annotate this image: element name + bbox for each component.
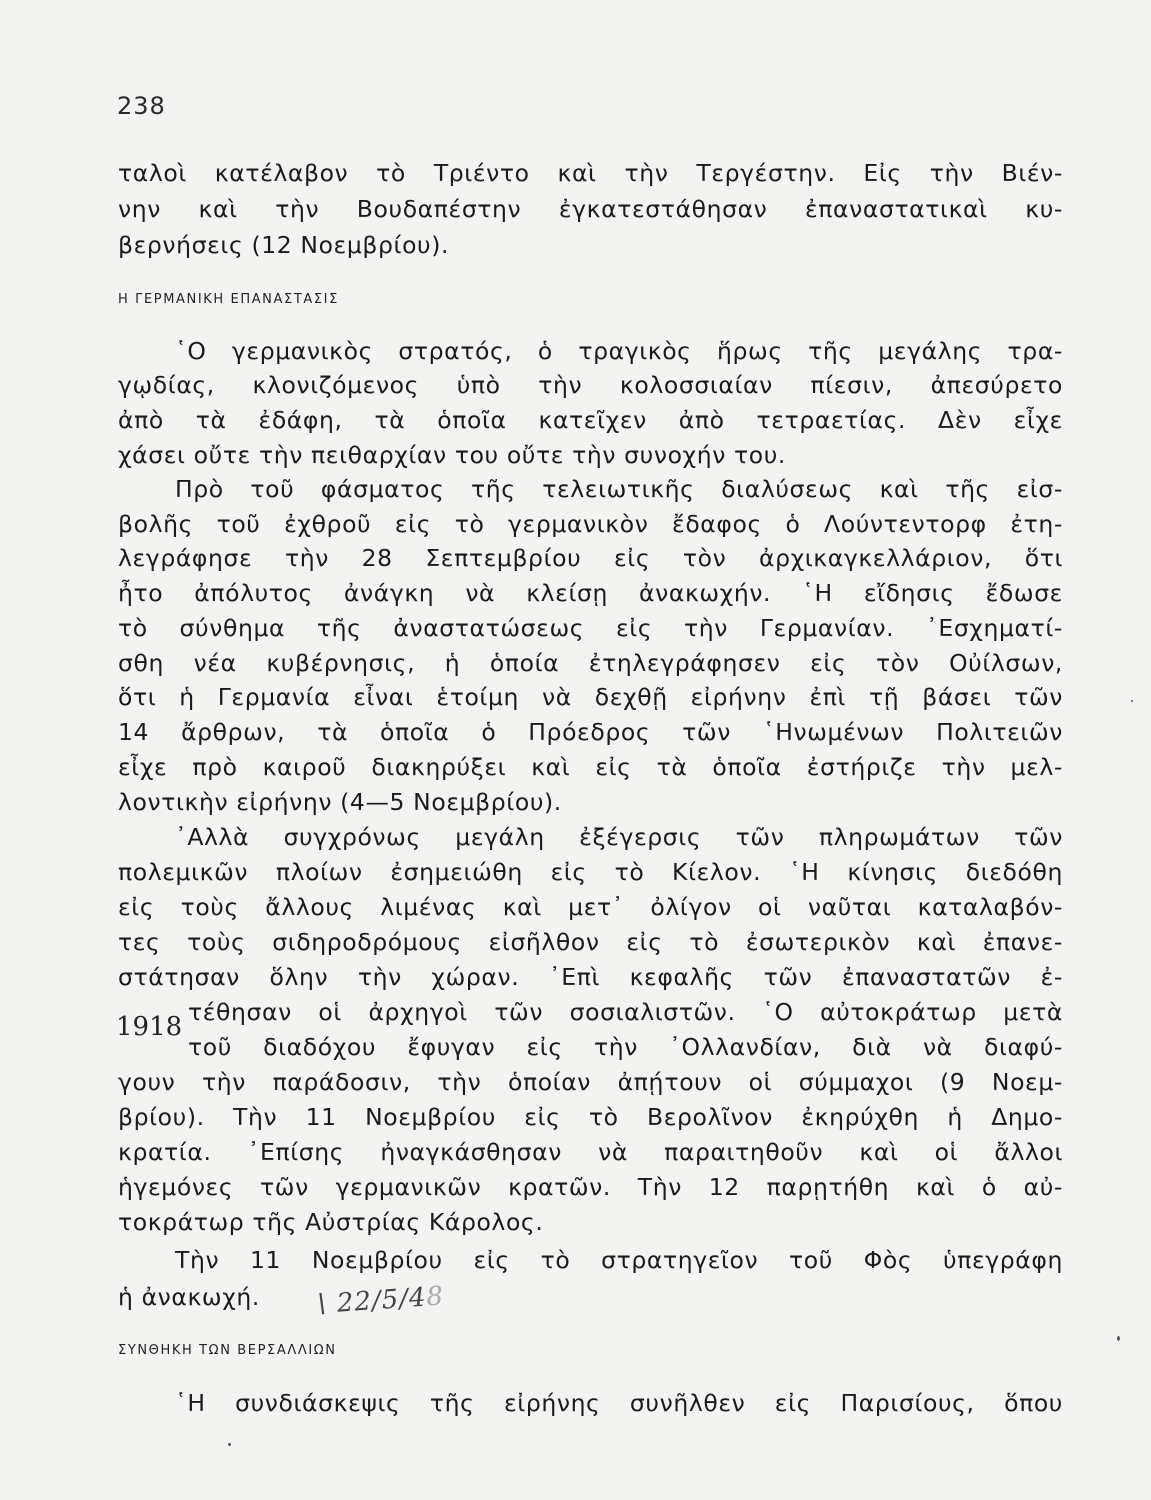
text-line: λεγράφησε τὴν 28 Σεπτεμβρίου εἰς τὸν ἀρχικαγκελλάριον, ὅτι	[118, 544, 1063, 572]
handwritten-note-date: ∖ 22/5/4	[309, 1282, 428, 1321]
text-line: τέθησαν οἱ ἀρχηγοὶ τῶν σοσιαλιστῶν. ῾Ο αὐτοκράτωρ μετὰ	[188, 998, 1063, 1026]
section-heading: Η ΓΕΡΜΑΝΙΚΗ ΕΠΑΝΑΣΤΑΣΙΣ	[118, 292, 339, 307]
text-line: χάσει οὔτε τὴν πειθαρχίαν του οὔτε τὴν συνοχήν του.	[118, 441, 787, 469]
page-number: 238	[117, 92, 166, 120]
text-line: ἀπὸ τὰ ἐδάφη, τὰ ὁποῖα κατεῖχεν ἀπὸ τετραετίας. Δὲν εἶχε	[118, 406, 1063, 434]
text-line: ὅτι ἡ Γερμανία εἶναι ἑτοίμη νὰ δεχθῇ εἰρήνην ἐπὶ τῇ βάσει τῶν	[118, 683, 1063, 711]
text-line: εἰς τοὺς ἄλλους λιμένας καὶ μετ᾽ ὀλίγον οἱ ναῦται καταλαβόν-	[118, 893, 1063, 921]
handwritten-note-faint: 8	[425, 1281, 445, 1313]
text-line: ἡγεμόνες τῶν γερμανικῶν κρατῶν. Τὴν 12 παρῃτήθη καὶ ὁ αὐ-	[118, 1173, 1063, 1201]
text-line: γουν τὴν παράδοσιν, τὴν ὁποίαν ἀπῄτουν οἱ σύμμαχοι (9 Νοεμ-	[118, 1068, 1063, 1096]
text-line: ἡ ἀνακωχή.	[118, 1283, 260, 1311]
margin-year: 1918	[116, 1012, 183, 1042]
text-line: ταλοὶ κατέλαβον τὸ Τριέντο καὶ τὴν Τεργέστην. Εἰς τὴν Βιέν-	[118, 159, 1063, 187]
text-line: τοκράτωρ τῆς Αὐστρίας Κάρολος.	[118, 1208, 544, 1236]
text-line: νην καὶ τὴν Βουδαπέστην ἐγκατεστάθησαν ἐπαναστατικαὶ κυ-	[118, 195, 1063, 223]
text-line: ᾽Αλλὰ συγχρόνως μεγάλη ἐξέγερσις τῶν πληρωμάτων τῶν	[175, 823, 1063, 851]
scan-speck	[1117, 1336, 1120, 1341]
text-line: τες τοὺς σιδηροδρόμους εἰσῆλθον εἰς τὸ ἐσωτερικὸν καὶ ἐπανε-	[118, 928, 1063, 956]
text-line: σθη νέα κυβέρνησις, ἡ ὁποία ἐτηλεγράφησεν εἰς τὸν Οὐίλσων,	[118, 649, 1063, 677]
text-line: Πρὸ τοῦ φάσματος τῆς τελειωτικῆς διαλύσεως καὶ τῆς εἰσ-	[175, 475, 1063, 503]
text-line: εἶχε πρὸ καιροῦ διακηρύξει καὶ εἰς τὰ ὁποῖα ἐστήριζε τὴν μελ-	[118, 753, 1063, 781]
scan-speck	[1131, 700, 1133, 702]
text-line: ῾Η συνδιάσκεψις τῆς εἰρήνης συνῆλθεν εἰς Παρισίους, ὅπου	[175, 1389, 1063, 1417]
text-line: βρίου). Τὴν 11 Νοεμβρίου εἰς τὸ Βερολῖνον ἐκηρύχθη ἡ Δημο-	[118, 1103, 1063, 1131]
text-line: 14 ἄρθρων, τὰ ὁποῖα ὁ Πρόεδρος τῶν ῾Ηνωμένων Πολιτειῶν	[118, 718, 1063, 746]
text-line: Τὴν 11 Νοεμβρίου εἰς τὸ στρατηγεῖον τοῦ Φὸς ὑπεγράφη	[175, 1246, 1063, 1274]
scan-speck	[228, 1443, 231, 1446]
section-heading: ΣΥΝΘΗΚΗ ΤΩΝ ΒΕΡΣΑΛΛΙΩΝ	[118, 1343, 337, 1358]
text-line: ἦτο ἀπόλυτος ἀνάγκη νὰ κλείσῃ ἀνακωχήν. ῾Η εἴδησις ἔδωσε	[118, 579, 1063, 607]
text-line: τὸ σύνθημα τῆς ἀναστατώσεως εἰς τὴν Γερμανίαν. ᾽Εσχηματί-	[118, 614, 1063, 642]
text-line: τοῦ διαδόχου ἔφυγαν εἰς τὴν ᾽Ολλανδίαν, διὰ νὰ διαφύ-	[188, 1033, 1063, 1061]
text-line: βολῆς τοῦ ἐχθροῦ εἰς τὸ γερμανικὸν ἔδαφος ὁ Λούντεντορφ ἐτη-	[118, 510, 1063, 538]
text-line: κρατία. ᾽Επίσης ἠναγκάσθησαν νὰ παραιτηθοῦν καὶ οἱ ἄλλοι	[118, 1138, 1063, 1166]
text-line: πολεμικῶν πλοίων ἐσημειώθη εἰς τὸ Κίελον. ῾Η κίνησις διεδόθη	[118, 858, 1063, 886]
text-line: βερνήσεις (12 Νοεμβρίου).	[118, 231, 450, 259]
text-line: ῾Ο γερμανικὸς στρατός, ὁ τραγικὸς ἥρως τῆς μεγάλης τρα-	[175, 337, 1063, 365]
text-line: λοντικὴν εἰρήνην (4—5 Νοεμβρίου).	[118, 788, 562, 816]
text-line: στάτησαν ὅλην τὴν χώραν. ᾽Επὶ κεφαλῆς τῶν ἐπαναστατῶν ἐ-	[118, 963, 1063, 991]
text-line: γῳδίας, κλονιζόμενος ὑπὸ τὴν κολοσσιαίαν πίεσιν, ἀπεσύρετο	[118, 371, 1063, 399]
